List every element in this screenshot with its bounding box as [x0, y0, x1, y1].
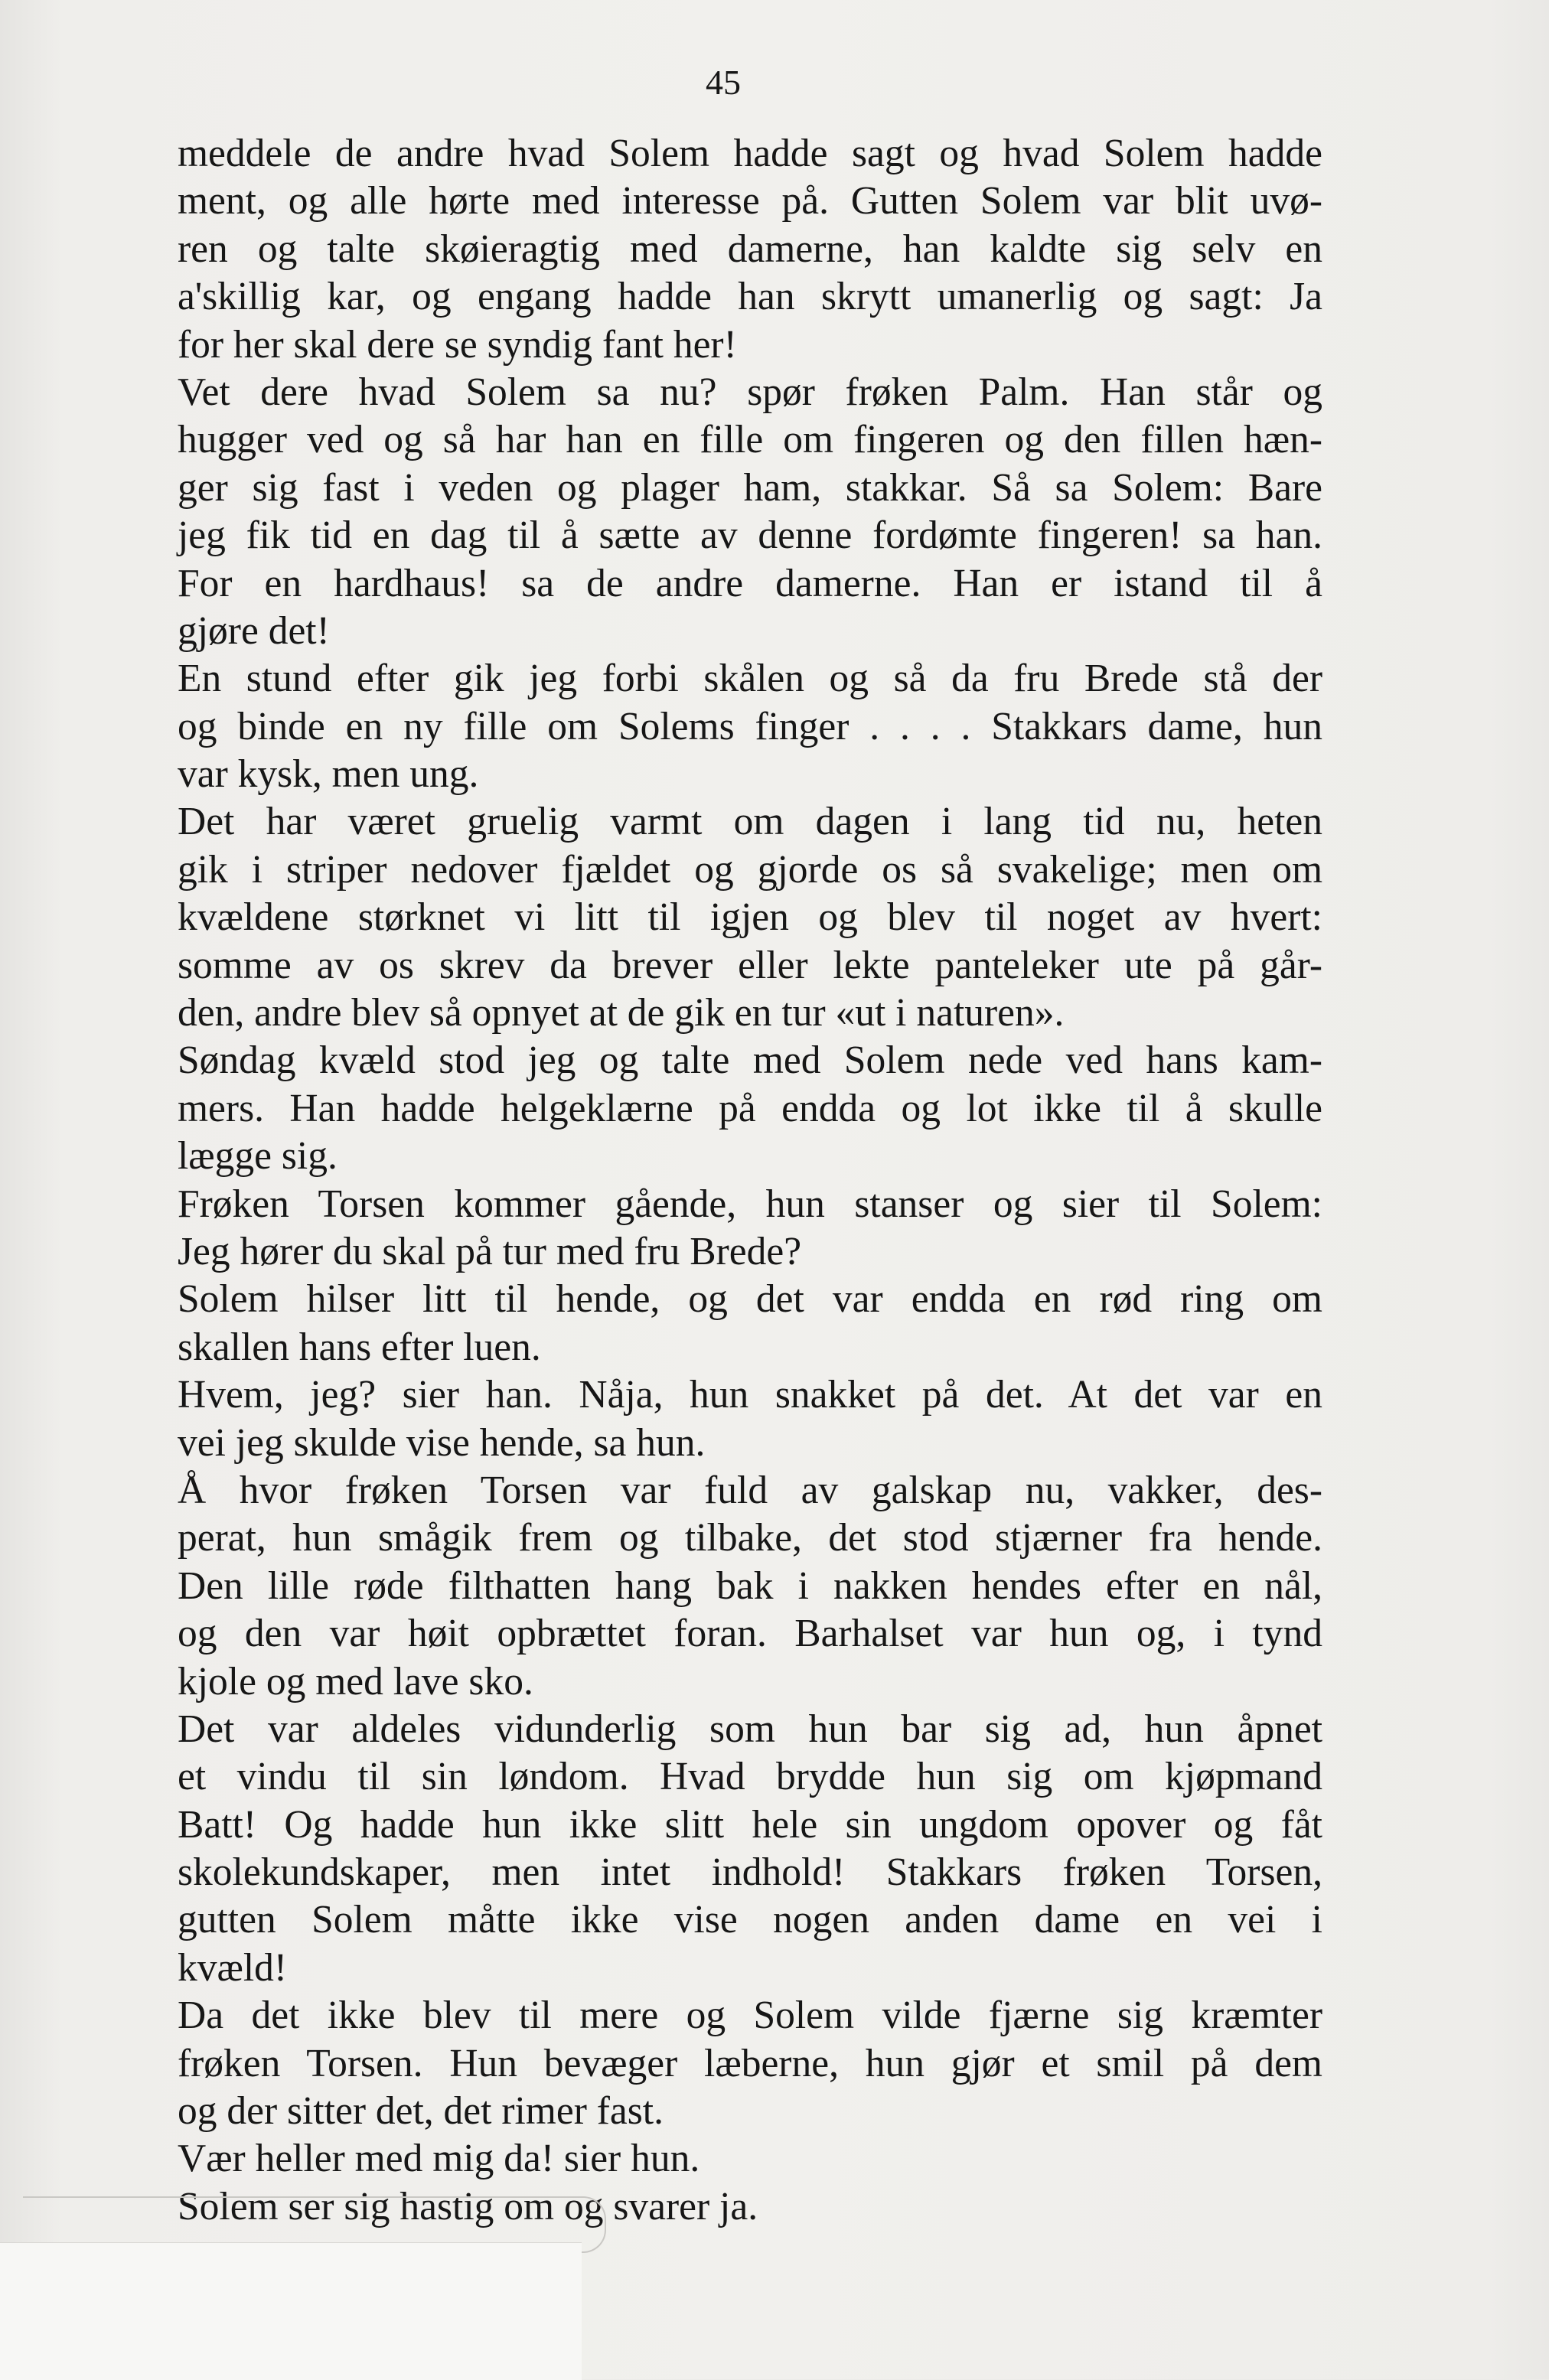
text-line: jeg fik tid en dag til å sætte av denne fordømte fingeren! sa han.: [178, 513, 1322, 558]
body-text: [178, 130, 1322, 2231]
text-line: somme av os skrev da brever eller lekte panteleker ute på går-: [178, 943, 1322, 987]
text-line: Solem ser sig hastig om og svarer ja.: [178, 2184, 758, 2228]
text-line: mers. Han hadde helgeklærne på endda og lot ikke til å skulle: [178, 1086, 1322, 1130]
text-line: og der sitter det, det rimer fast.: [178, 2089, 664, 2134]
text-line: Jeg hører du skal på tur med fru Brede?: [178, 1229, 802, 1273]
text-line: og binde en ny fille om Solems finger . . . . Stakkars dame, hun: [178, 704, 1322, 748]
text-line: For en hardhaus! sa de andre damerne. Han er istand til å: [178, 561, 1322, 605]
text-line: gutten Solem måtte ikke vise nogen anden dame en vei i: [178, 1898, 1322, 1942]
text-line: var kysk, men ung.: [178, 752, 479, 797]
text-line: skallen hans efter luen.: [178, 1325, 541, 1369]
text-line: gjøre det!: [178, 608, 330, 653]
text-line: Det var aldeles vidunderlig som hun bar sig ad, hun åpnet: [178, 1707, 1322, 1751]
text-line: a'skillig kar, og engang hadde han skrytt umanerlig og sagt: Ja: [178, 275, 1322, 319]
text-line: Hvem, jeg? sier han. Nåja, hun snakket på det. At det var en: [178, 1373, 1322, 1417]
text-line: skolekundskaper, men intet indhold! Stakkars frøken Torsen,: [178, 1850, 1322, 1895]
text-line: meddele de andre hvad Solem hadde sagt og hvad Solem hadde: [178, 132, 1322, 175]
text-line: ment, og alle hørte med interesse på. Gutten Solem var blit uvø-: [178, 179, 1322, 223]
page-number: 45: [706, 63, 741, 102]
text-line: Vær heller med mig da! sier hun.: [178, 2137, 700, 2181]
text-line: den, andre blev så opnyet at de gik en tur «ut i naturen».: [178, 991, 1065, 1035]
text-line: ren og talte skøieragtig med damerne, han kaldte sig selv en: [178, 227, 1322, 271]
text-line: Da det ikke blev til mere og Solem vilde fjærne sig kræmter: [178, 1994, 1322, 2038]
text-line: frøken Torsen. Hun bevæger læberne, hun gjør et smil på dem: [178, 2041, 1322, 2085]
text-line: vei jeg skulde vise hende, sa hun.: [178, 1420, 706, 1465]
text-line: og den var høit opbrættet foran. Barhalset var hun og, i tynd: [178, 1612, 1322, 1656]
text-line: kvældene størknet vi litt til igjen og blev til noget av hvert:: [178, 895, 1322, 940]
text-line: hugger ved og så har han en fille om fingeren og den fillen hæn-: [178, 418, 1322, 462]
text-line: gik i striper nedover fjældet og gjorde os så svakelige; men om: [178, 847, 1322, 892]
text-line: Det har været gruelig varmt om dagen i lang tid nu, heten: [178, 800, 1322, 844]
text-line: Batt! Og hadde hun ikke slitt hele sin ungdom opover og fåt: [178, 1802, 1322, 1847]
text-line: En stund efter gik jeg forbi skålen og så da fru Brede stå der: [178, 657, 1322, 701]
text-line: Å hvor frøken Torsen var fuld av galskap nu, vakker, des-: [178, 1468, 1322, 1512]
text-line: perat, hun smågik frem og tilbake, det stod stjærner fra hende.: [178, 1516, 1322, 1560]
text-line: ger sig fast i veden og plager ham, stakkar. Så sa Solem: Bare: [178, 465, 1322, 510]
text-line: Den lille røde filthatten hang bak i nakken hendes efter en nål,: [178, 1563, 1322, 1608]
text-line: Frøken Torsen kommer gående, hun stanser og sier til Solem:: [178, 1182, 1322, 1226]
text-line: kjole og med lave sko.: [178, 1659, 533, 1703]
text-line: et vindu til sin løndom. Hvad brydde hun sig om kjøpmand: [178, 1755, 1322, 1799]
text-line: kvæld!: [178, 1945, 288, 1990]
text-line: Søndag kvæld stod jeg og talte med Solem nede ved hans kam-: [178, 1038, 1322, 1083]
text-line: Vet dere hvad Solem sa nu? spør frøken Palm. Han står og: [178, 370, 1322, 414]
text-line: lægge sig.: [178, 1134, 338, 1179]
scan-strip: [0, 2242, 582, 2380]
text-line: for her skal dere se syndig fant her!: [178, 322, 737, 367]
text-line: Solem hilser litt til hende, og det var endda en rød ring om: [178, 1277, 1322, 1322]
